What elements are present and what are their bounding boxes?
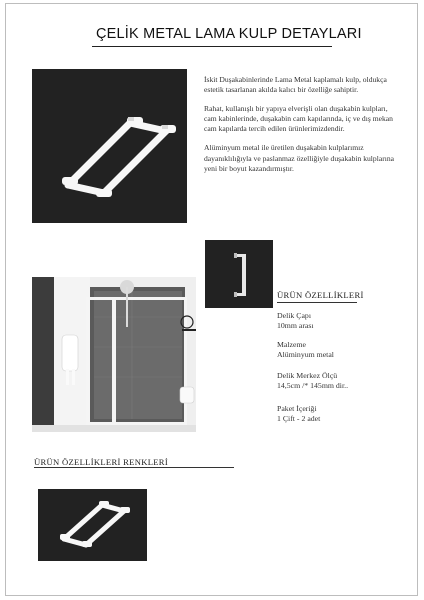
spec-value: Alüminyum metal bbox=[277, 350, 334, 360]
spec-item bbox=[277, 311, 387, 331]
description-paragraph: Rahat, kullanışlı bir yapıya elverişli olan duşakabin kulpları, cam kabinlerinde, duşakabin cam kapılarında, iç ve dış mekan cam kapılarda tercih edilen ürünlerimizdendir. bbox=[204, 104, 393, 134]
spec-item bbox=[277, 371, 387, 391]
spec-value: 10mm arası bbox=[277, 321, 314, 331]
specs-underline bbox=[277, 302, 357, 303]
spec-label: Delik Merkez Ölçü bbox=[277, 371, 338, 380]
colors-underline bbox=[34, 467, 234, 468]
description-paragraph: İskit Duşakabinlerinde Lama Metal kaplamalı kulp, oldukça estetik tasarlanan akılda kalıcı bir özelliğe sahiptir. bbox=[204, 75, 387, 95]
white-handle-illustration bbox=[38, 489, 147, 561]
handle-photo-main bbox=[32, 69, 187, 223]
handle-photo-side bbox=[205, 240, 273, 308]
spec-item bbox=[277, 340, 387, 360]
spec-item bbox=[277, 404, 387, 424]
spec-value: 14,5cm /* 145mm dir.. bbox=[277, 381, 349, 391]
vertical-handle-illustration bbox=[205, 240, 273, 308]
description-paragraph: Alüminyum metal ile üretilen duşakabin kulplarımız dayanıklılığıyla ve paslanmaz özelliğiyle duşakabin kulplarına yeni bir boyut kazandırmıştır. bbox=[204, 143, 394, 173]
bathroom-photo bbox=[32, 277, 196, 432]
spec-label: Paket İçeriği bbox=[277, 404, 317, 413]
spec-label: Delik Çapı bbox=[277, 311, 311, 320]
handle-illustration bbox=[32, 69, 187, 223]
colors-heading: ÜRÜN ÖZELLİKLERİ RENKLERİ bbox=[34, 457, 168, 467]
handle-photo-color-white bbox=[38, 489, 147, 561]
spec-value: 1 Çift - 2 adet bbox=[277, 414, 321, 424]
page-title: ÇELİK METAL LAMA KULP DETAYLARI bbox=[96, 26, 362, 42]
title-underline bbox=[92, 46, 332, 47]
spec-label: Malzeme bbox=[277, 340, 307, 349]
product-description bbox=[204, 75, 394, 183]
shower-cabin-illustration bbox=[32, 277, 196, 432]
specs-heading: ÜRÜN ÖZELLİKLERİ bbox=[277, 290, 364, 300]
